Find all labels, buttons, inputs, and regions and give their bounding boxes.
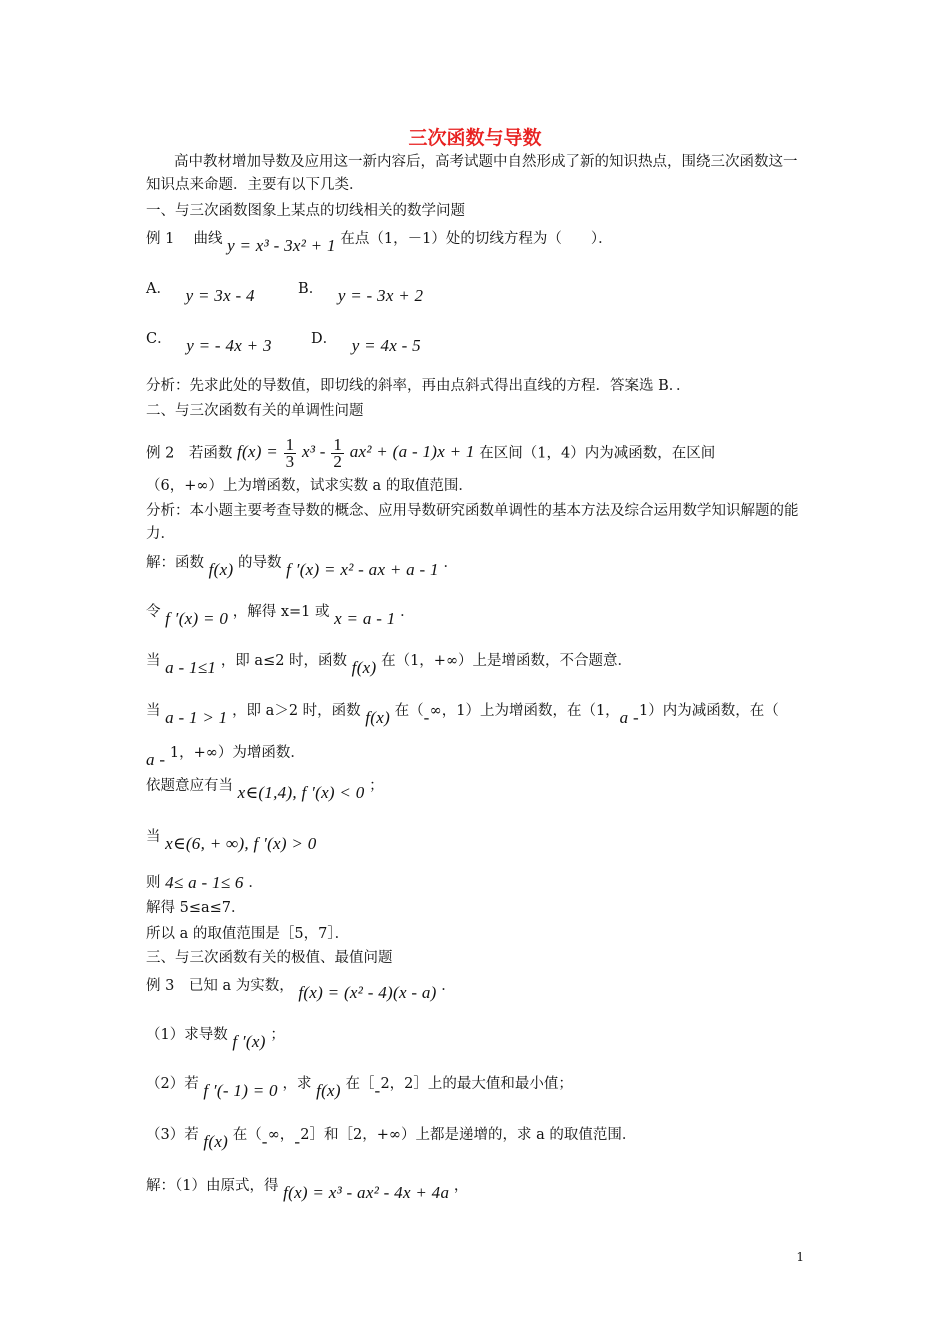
solution-case-1 [146, 650, 633, 677]
math: f(x) [351, 658, 377, 677]
option-b-label: B． [298, 281, 324, 297]
text: 当 [146, 829, 161, 845]
text: 1，+∞）为增函数． [169, 745, 305, 761]
example-3-solution [146, 1175, 469, 1202]
question-3 [146, 1124, 637, 1151]
question-1 [146, 1024, 285, 1051]
example-1-equation: y = x³ - 3x² + 1 [227, 236, 336, 255]
example-1 [146, 228, 613, 255]
intro-paragraph: 高中教材增加导数及应用这一新内容后，高考试题中自然形成了新的知识热点，围绕三次函数这一知识点来命题．主要有以下几类． [146, 154, 798, 193]
text: ，即 a≤2 时，函数 [220, 653, 348, 669]
options-row-1 [146, 278, 424, 305]
options-row-2 [146, 328, 421, 355]
option-d-label: D． [310, 331, 338, 347]
text: （3）若 [146, 1127, 199, 1143]
solution-case-2-line-2 [146, 742, 305, 769]
text: ． [441, 978, 456, 994]
example-2-label: 例 2 若函数 [146, 445, 233, 462]
text: ，即 a＞2 时，函数 [232, 703, 361, 719]
solution-result: 解得 5≤a≤7． [146, 900, 246, 916]
fraction [331, 437, 344, 470]
text: ∞， [267, 1127, 295, 1143]
page-number: 1 [796, 1250, 804, 1264]
example-1-question: 在点（1，－1）处的切线方程为（ ）． [340, 231, 613, 247]
solution-inequality [146, 872, 263, 893]
example-2-line-2: （6，+∞）上为增函数，试求实数 a 的取值范围． [146, 478, 473, 494]
text: 当 [146, 703, 161, 719]
math: f ′(- 1) = 0 [203, 1081, 278, 1100]
option-c-equation: y = - 4x + 3 [186, 336, 272, 355]
text: 解：（1）由原式，得 [146, 1178, 279, 1194]
math: 4≤ a - 1≤ 6 [165, 873, 244, 892]
math: f ′(x) [232, 1032, 266, 1051]
text: ． [443, 555, 458, 571]
text: ， [453, 1178, 469, 1194]
math: f(x) [365, 708, 391, 727]
text: 则 [146, 875, 161, 891]
math: - [374, 1081, 381, 1100]
text: （2）若 [146, 1076, 199, 1092]
text: 的导数 [238, 555, 282, 571]
example-2-analysis: 分析：本小题主要考查导数的概念、应用导数研究函数单调性的基本方法及综合运用数学知识解题的能力． [146, 503, 799, 542]
text: 在［ [345, 1076, 375, 1092]
fraction-denominator: 3 [285, 452, 295, 471]
math: a - [146, 750, 166, 769]
option-c-label: C． [146, 331, 172, 347]
text: 2，2］上的最大值和最小值； [380, 1076, 573, 1092]
text: ． [248, 875, 263, 891]
solution-range: 所以 a 的取值范围是［5，7］． [146, 926, 350, 942]
fraction-numerator: 1 [285, 435, 295, 454]
math: x = a - 1 [334, 609, 396, 628]
text: ； [270, 1027, 285, 1043]
math: f ′(x) = 0 [165, 609, 229, 628]
option-d-equation: y = 4x - 5 [351, 336, 421, 355]
text: （1）求导数 [146, 1027, 228, 1043]
solution-case-2 [146, 700, 779, 727]
math: f(x) [208, 560, 234, 579]
example-3 [146, 975, 456, 1002]
equation-part: x³ - [302, 442, 326, 462]
text: 令 [146, 604, 161, 620]
math: - [423, 708, 430, 727]
math: f ′(x) = x² - ax + a - 1 [286, 560, 439, 579]
text: 解：函数 [146, 555, 204, 571]
math: f(x) = (x² - 4)(x - a) [298, 983, 437, 1002]
example-2 [146, 437, 715, 470]
section-3-heading: 三、与三次函数有关的极值、最值问题 [146, 950, 393, 966]
solution-condition-1 [146, 775, 384, 802]
question-2 [146, 1073, 573, 1100]
fraction [284, 437, 297, 470]
text: 例 3 已知 a 为实数， [146, 978, 294, 994]
text: 依题意应有当 [146, 778, 233, 794]
example-2-question: 在区间（1，4）内为减函数，在区间 [479, 445, 716, 462]
text: 在（1，+∞）上是增函数，不合题意． [381, 653, 633, 669]
math: x∈(6, + ∞), f ′(x) > 0 [165, 834, 317, 853]
equation-part: ax² + (a - 1)x + 1 [349, 442, 475, 462]
option-b-equation: y = - 3x + 2 [337, 286, 424, 305]
page-title: 三次函数与导数 [408, 127, 542, 149]
text: 1）内为减函数，在（ [638, 703, 779, 719]
option-a-equation: y = 3x - 4 [185, 286, 255, 305]
math: f(x) [203, 1132, 229, 1151]
math: - [261, 1132, 268, 1151]
text: ； [369, 778, 384, 794]
equation-part: f(x) = [236, 442, 279, 462]
math: - [294, 1132, 301, 1151]
math: a - 1 > 1 [165, 708, 228, 727]
text: ． [400, 604, 415, 620]
text: ，求 [282, 1076, 312, 1092]
math: a - 1≤1 [165, 658, 217, 677]
example-1-label: 例 1 曲线 [146, 231, 223, 247]
math: f(x) [316, 1081, 341, 1100]
option-a-label: A． [146, 281, 171, 297]
example-1-analysis: 分析：先求此处的导数值，即切线的斜率，再由点斜式得出直线的方程．答案选 B．． [146, 378, 691, 394]
math: f(x) = x³ - ax² - 4x + 4a [283, 1183, 450, 1202]
example-2-equation [236, 435, 479, 471]
text: ∞，1）上为增函数，在（1， [429, 703, 620, 719]
section-2-heading: 二、与三次函数有关的单调性问题 [146, 403, 364, 419]
text: 2］和［2，+∞）上都是递增的，求 a 的取值范围． [300, 1127, 637, 1143]
solution-critical-points [146, 601, 415, 628]
solution-derivative [146, 552, 458, 579]
text: 在（ [232, 1127, 262, 1143]
solution-condition-2 [146, 826, 317, 853]
math: a - [619, 708, 639, 727]
fraction-numerator: 1 [333, 435, 343, 454]
math: x∈(1,4), f ′(x) < 0 [237, 783, 365, 802]
text: 在（ [394, 703, 424, 719]
text: 当 [146, 653, 161, 669]
section-1-heading: 一、与三次函数图象上某点的切线相关的数学问题 [146, 203, 465, 219]
fraction-denominator: 2 [333, 452, 343, 471]
text: ，解得 x=1 或 [232, 604, 330, 620]
